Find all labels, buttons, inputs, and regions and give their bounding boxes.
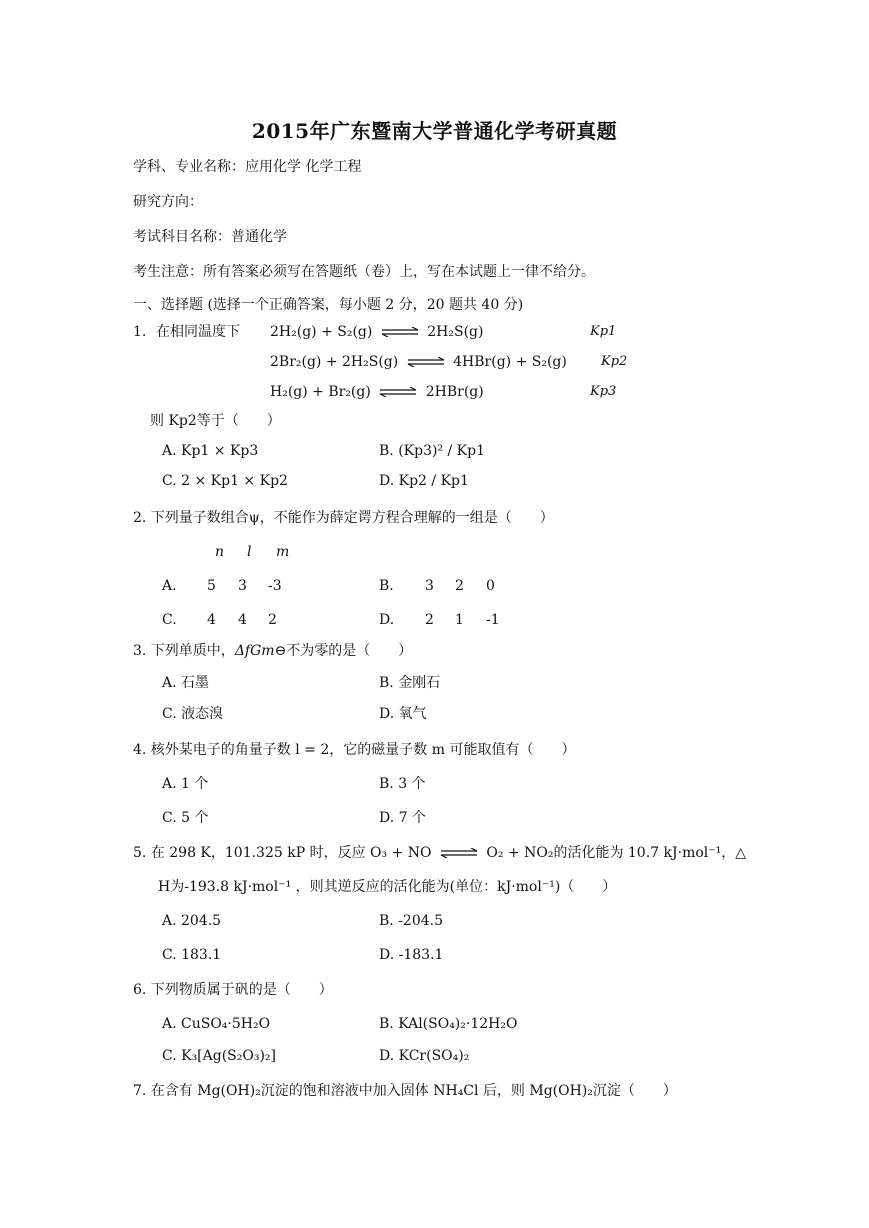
q1-reaction-2: [270, 352, 567, 372]
q2-b-l: 2: [455, 578, 464, 594]
r3-right: 2HBr(g): [425, 384, 484, 400]
q2-b-label: B.: [379, 578, 394, 594]
equilibrium-arrow-icon: [379, 387, 417, 397]
r1-right: 2H₂S(g): [427, 324, 484, 340]
q2-head-l: l: [247, 544, 252, 560]
equilibrium-arrow-icon: [440, 848, 478, 858]
direction-line: 研究方向：: [133, 194, 203, 210]
q2-c-m: 2: [268, 612, 277, 628]
q4-option-b: B. 3 个: [379, 776, 426, 792]
q2-d-label: D.: [379, 612, 395, 628]
major-line: 学科、专业名称：应用化学 化学工程: [133, 159, 362, 175]
q6-option-b: B. KAl(SO₄)₂·12H₂O: [379, 1016, 518, 1032]
q6-option-c: C. K₃[Ag(S₂O₃)₂]: [162, 1048, 277, 1064]
q2-head-n: n: [215, 544, 225, 560]
equilibrium-arrow-icon: [407, 357, 445, 367]
r2-left: 2Br₂(g) + 2H₂S(g): [270, 354, 399, 370]
q1-option-a: A. Kp1 × Kp3: [162, 443, 259, 459]
q1-option-b: B. (Kp3)² / Kp1: [379, 443, 485, 459]
q5-line-2: H为-193.8 kJ·mol⁻¹ ，则其逆反应的活化能为(单位：kJ·mol⁻¹)（ ）: [158, 879, 617, 895]
q4-stem: 4. 核外某电子的角量子数 l = 2，它的磁量子数 m 可能取值有（ ）: [133, 742, 576, 758]
r2-right: 4HBr(g) + S₂(g): [453, 354, 567, 370]
q3-post: 不为零的是（ ）: [286, 643, 413, 659]
q6-stem: 6. 下列物质属于矾的是（ ）: [133, 982, 333, 998]
q1-number: 1.: [133, 324, 147, 340]
q1-reaction-3: [270, 382, 484, 402]
q2-stem: 2. 下列量子数组合ψ，不能作为薛定谔方程合理解的一组是（ ）: [133, 510, 554, 526]
gibbs-symbol: ΔfGm⊖: [234, 643, 287, 659]
q2-b-n: 3: [425, 578, 434, 594]
q2-c-label: C.: [162, 612, 177, 628]
q2-a-m: -3: [268, 578, 282, 594]
q7-stem: 7. 在含有 Mg(OH)₂沉淀的饱和溶液中加入固体 NH₄Cl 后，则 Mg(OH)₂沉淀（ ）: [133, 1083, 677, 1099]
q1-stem: 在相同温度下: [156, 324, 240, 340]
q5-option-b: B. -204.5: [379, 913, 443, 929]
q2-b-m: 0: [486, 578, 495, 594]
q2-a-n: 5: [207, 578, 216, 594]
q3-pre: 3. 下列单质中，: [133, 643, 235, 659]
section-heading: 一、选择题 (选择一个正确答案，每小题 2 分，20 题共 40 分): [133, 297, 524, 313]
q4-option-d: D. 7 个: [379, 810, 426, 826]
q1-option-d: D. Kp2 / Kp1: [379, 473, 469, 489]
q1-option-c: C. 2 × Kp1 × Kp2: [162, 473, 288, 489]
q3-stem: [133, 641, 412, 661]
q1-k2: Kp2: [601, 354, 628, 369]
q2-d-m: -1: [486, 612, 500, 628]
q2-d-l: 1: [455, 612, 464, 628]
q1-k1: Kp1: [590, 324, 617, 339]
q5-post: O₂ + NO₂的活化能为 10.7 kJ·mol⁻¹，△: [486, 845, 747, 861]
q5-option-c: C. 183.1: [162, 947, 222, 963]
q3-option-d: D. 氧气: [379, 706, 427, 722]
q2-head-m: m: [276, 544, 290, 560]
q2-a-l: 3: [238, 578, 247, 594]
r1-left: 2H₂(g) + S₂(g): [270, 324, 373, 340]
q4-option-a: A. 1 个: [162, 776, 209, 792]
q2-c-l: 4: [238, 612, 247, 628]
equilibrium-arrow-icon: [381, 327, 419, 337]
q5-pre: 5. 在 298 K，101.325 kP 时，反应 O₃ + NO: [133, 845, 432, 861]
q6-option-d: D. KCr(SO₄)₂: [379, 1048, 470, 1064]
q1-ask: 则 Kp2等于（ ）: [150, 413, 281, 429]
q2-a-label: A.: [162, 578, 177, 594]
q1-k3: Kp3: [590, 384, 617, 399]
r3-left: H₂(g) + Br₂(g): [270, 384, 371, 400]
q4-option-c: C. 5 个: [162, 810, 209, 826]
q2-c-n: 4: [207, 612, 216, 628]
q3-option-b: B. 金刚石: [379, 675, 441, 691]
q2-d-n: 2: [425, 612, 434, 628]
q5-option-a: A. 204.5: [162, 913, 222, 929]
notice-line: 考生注意：所有答案必须写在答题纸（卷）上，写在本试题上一律不给分。: [133, 264, 595, 280]
q1-reaction-1: [270, 322, 483, 342]
exam-title: 2015年广东暨南大学普通化学考研真题: [251, 119, 618, 143]
q5-option-d: D. -183.1: [379, 947, 444, 963]
q3-option-a: A. 石墨: [162, 675, 210, 691]
q6-option-a: A. CuSO₄·5H₂O: [162, 1016, 271, 1032]
subject-line: 考试科目名称：普通化学: [133, 229, 287, 245]
q3-option-c: C. 液态溴: [162, 706, 224, 722]
q5-line-1: [133, 843, 746, 863]
